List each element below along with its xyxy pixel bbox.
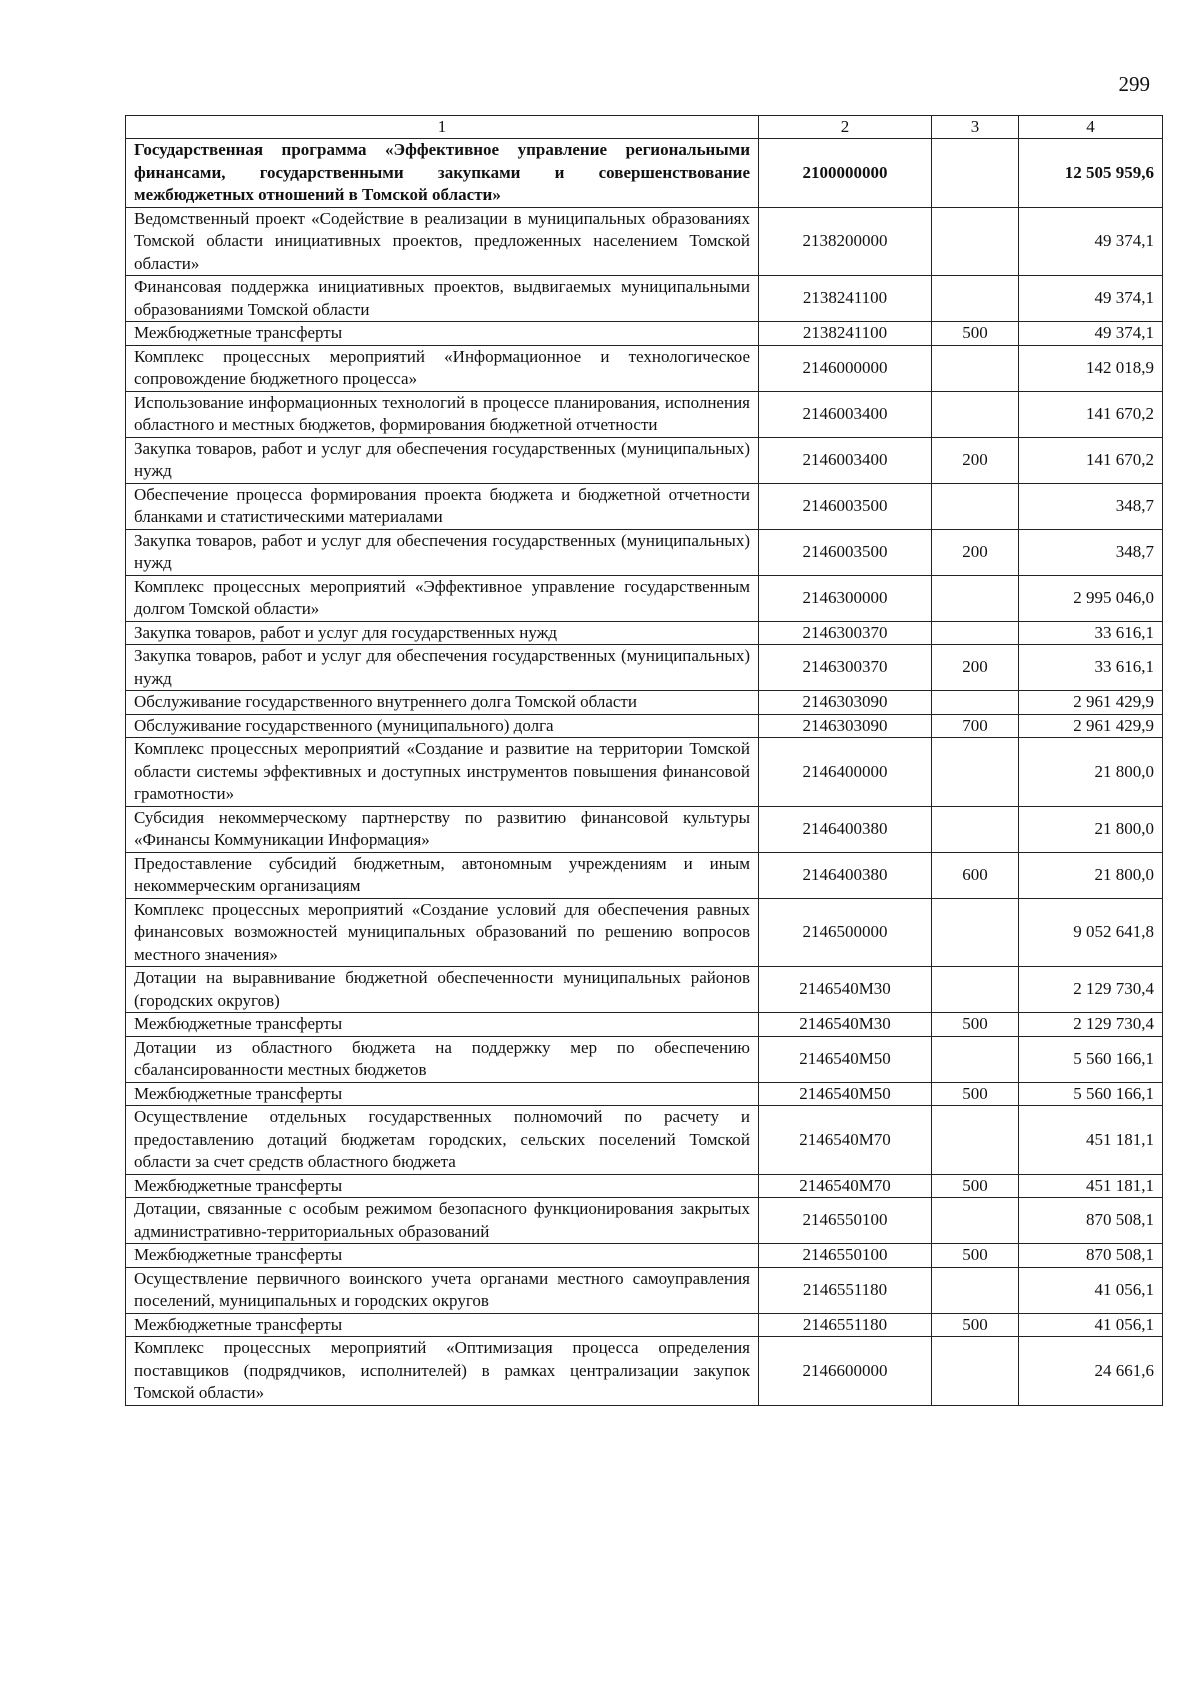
row-code-cell: 2146300000 [759,575,932,621]
row-type-cell: 500 [932,1244,1019,1268]
row-name-cell: Ведомственный проект «Содействие в реализации в муниципальных образованиях Томской области инициативных проектов, предложенных населением Томской области» [126,207,759,276]
table-row [126,714,1163,738]
row-type-cell [932,898,1019,967]
table-row [126,691,1163,715]
row-sum-cell: 24 661,6 [1019,1337,1163,1406]
row-type-cell [932,967,1019,1013]
row-sum-cell: 141 670,2 [1019,437,1163,483]
row-type-cell: 500 [932,1174,1019,1198]
row-type-cell: 500 [932,1013,1019,1037]
row-code-cell: 2146003400 [759,437,932,483]
table-row [126,738,1163,807]
row-type-cell: 200 [932,437,1019,483]
column-header-sum: 4 [1019,116,1163,139]
row-name-cell: Комплекс процессных мероприятий «Оптимизация процесса определения поставщиков (подрядчиков, исполнителей) в рамках централизации закупок Томской области» [126,1337,759,1406]
row-code-cell: 2146400380 [759,806,932,852]
table-row [126,345,1163,391]
row-type-cell: 700 [932,714,1019,738]
row-sum-cell: 41 056,1 [1019,1267,1163,1313]
table-row [126,276,1163,322]
row-code-cell: 2146540М30 [759,967,932,1013]
row-sum-cell: 2 961 429,9 [1019,691,1163,715]
row-type-cell [932,691,1019,715]
table-row [126,1244,1163,1268]
row-type-cell [932,575,1019,621]
row-type-cell [932,738,1019,807]
row-sum-cell: 5 560 166,1 [1019,1082,1163,1106]
row-code-cell: 2138200000 [759,207,932,276]
row-sum-cell: 141 670,2 [1019,391,1163,437]
row-name-cell: Комплекс процессных мероприятий «Создание условий для обеспечения равных финансовых возможностей муниципальных образований по решению вопросов местного значения» [126,898,759,967]
row-code-cell: 2138241100 [759,276,932,322]
row-code-cell: 2146550100 [759,1244,932,1268]
row-name-cell: Межбюджетные трансферты [126,1174,759,1198]
row-sum-cell: 12 505 959,6 [1019,139,1163,208]
row-name-cell: Закупка товаров, работ и услуг для обеспечения государственных (муниципальных) нужд [126,437,759,483]
row-sum-cell: 49 374,1 [1019,276,1163,322]
row-name-cell: Субсидия некоммерческому партнерству по развитию финансовой культуры «Финансы Коммуникации Информация» [126,806,759,852]
row-type-cell: 600 [932,852,1019,898]
row-code-cell: 2146300370 [759,621,932,645]
row-sum-cell: 33 616,1 [1019,621,1163,645]
row-sum-cell: 870 508,1 [1019,1198,1163,1244]
row-name-cell: Государственная программа «Эффективное управление региональными финансами, государственными закупками и совершенствование межбюджетных отношений в Томской области» [126,139,759,208]
row-name-cell: Комплекс процессных мероприятий «Эффективное управление государственным долгом Томской области» [126,575,759,621]
row-name-cell: Обслуживание государственного (муниципального) долга [126,714,759,738]
row-type-cell [932,1337,1019,1406]
row-name-cell: Дотации на выравнивание бюджетной обеспеченности муниципальных районов (городских округов) [126,967,759,1013]
row-name-cell: Осуществление первичного воинского учета органами местного самоуправления поселений, муниципальных и городских округов [126,1267,759,1313]
row-code-cell: 2146003400 [759,391,932,437]
row-name-cell: Межбюджетные трансферты [126,1013,759,1037]
row-name-cell: Межбюджетные трансферты [126,1082,759,1106]
row-name-cell: Предоставление субсидий бюджетным, автономным учреждениям и иным некоммерческим организациям [126,852,759,898]
table-row [126,1174,1163,1198]
row-type-cell [932,483,1019,529]
row-code-cell: 2146551180 [759,1313,932,1337]
table-row [126,1337,1163,1406]
row-sum-cell: 21 800,0 [1019,806,1163,852]
row-code-cell: 2146300370 [759,645,932,691]
table-row [126,621,1163,645]
table-row [126,207,1163,276]
row-code-cell: 2146003500 [759,483,932,529]
row-type-cell [932,391,1019,437]
row-name-cell: Закупка товаров, работ и услуг для государственных нужд [126,621,759,645]
table-row [126,898,1163,967]
table-row [126,437,1163,483]
row-sum-cell: 5 560 166,1 [1019,1036,1163,1082]
table-row [126,1313,1163,1337]
row-sum-cell: 451 181,1 [1019,1106,1163,1175]
row-code-cell: 2146600000 [759,1337,932,1406]
row-name-cell: Обслуживание государственного внутреннего долга Томской области [126,691,759,715]
row-type-cell [932,1106,1019,1175]
column-header-code: 2 [759,116,932,139]
row-sum-cell: 21 800,0 [1019,738,1163,807]
row-sum-cell: 49 374,1 [1019,207,1163,276]
row-sum-cell: 9 052 641,8 [1019,898,1163,967]
row-type-cell: 500 [932,1082,1019,1106]
table-row [126,967,1163,1013]
row-type-cell [932,1267,1019,1313]
row-code-cell: 2146400380 [759,852,932,898]
row-sum-cell: 2 995 046,0 [1019,575,1163,621]
row-name-cell: Обеспечение процесса формирования проекта бюджета и бюджетной отчетности бланками и статистическими материалами [126,483,759,529]
row-code-cell: 2146540М70 [759,1106,932,1175]
table-row [126,645,1163,691]
table-row [126,483,1163,529]
row-sum-cell: 451 181,1 [1019,1174,1163,1198]
table-row [126,1198,1163,1244]
row-code-cell: 2146550100 [759,1198,932,1244]
row-code-cell: 2100000000 [759,139,932,208]
table-row [126,139,1163,208]
row-type-cell: 200 [932,529,1019,575]
row-code-cell: 2146500000 [759,898,932,967]
row-name-cell: Закупка товаров, работ и услуг для обеспечения государственных (муниципальных) нужд [126,645,759,691]
row-sum-cell: 21 800,0 [1019,852,1163,898]
table-row [126,1036,1163,1082]
row-code-cell: 2146540М30 [759,1013,932,1037]
table-row [126,1013,1163,1037]
row-sum-cell: 2 129 730,4 [1019,1013,1163,1037]
row-type-cell [932,345,1019,391]
table-row [126,322,1163,346]
row-name-cell: Осуществление отдельных государственных полномочий по расчету и предоставлению дотаций бюджетам городских, сельских поселений Томской области за счет средств областного бюджета [126,1106,759,1175]
row-type-cell [932,1036,1019,1082]
table-row [126,806,1163,852]
row-type-cell [932,1198,1019,1244]
row-code-cell: 2146540М50 [759,1036,932,1082]
row-name-cell: Комплекс процессных мероприятий «Создание и развитие на территории Томской области системы эффективных и доступных инструментов повышения финансовой грамотности» [126,738,759,807]
row-sum-cell: 348,7 [1019,483,1163,529]
row-code-cell: 2146000000 [759,345,932,391]
row-type-cell [932,276,1019,322]
row-name-cell: Дотации, связанные с особым режимом безопасного функционирования закрытых административно-территориальных образований [126,1198,759,1244]
table-row [126,1106,1163,1175]
row-code-cell: 2146303090 [759,714,932,738]
row-sum-cell: 2 129 730,4 [1019,967,1163,1013]
row-code-cell: 2146400000 [759,738,932,807]
row-name-cell: Межбюджетные трансферты [126,322,759,346]
table-row [126,1082,1163,1106]
row-name-cell: Комплекс процессных мероприятий «Информационное и технологическое сопровождение бюджетного процесса» [126,345,759,391]
row-name-cell: Межбюджетные трансферты [126,1244,759,1268]
budget-table [125,115,1163,1406]
column-header-name: 1 [126,116,759,139]
row-sum-cell: 33 616,1 [1019,645,1163,691]
row-code-cell: 2146540М70 [759,1174,932,1198]
row-type-cell [932,139,1019,208]
row-name-cell: Финансовая поддержка инициативных проектов, выдвигаемых муниципальными образованиями Томской области [126,276,759,322]
table-header-row [126,116,1163,139]
table-row [126,852,1163,898]
row-type-cell [932,207,1019,276]
table-row [126,1267,1163,1313]
row-sum-cell: 41 056,1 [1019,1313,1163,1337]
budget-table-body [126,116,1163,1406]
column-header-type: 3 [932,116,1019,139]
row-code-cell: 2146540М50 [759,1082,932,1106]
row-name-cell: Межбюджетные трансферты [126,1313,759,1337]
row-type-cell: 200 [932,645,1019,691]
row-name-cell: Использование информационных технологий в процессе планирования, исполнения областного и местных бюджетов, формирования бюджетной отчетности [126,391,759,437]
row-code-cell: 2146003500 [759,529,932,575]
row-type-cell [932,806,1019,852]
row-sum-cell: 870 508,1 [1019,1244,1163,1268]
row-sum-cell: 142 018,9 [1019,345,1163,391]
row-sum-cell: 2 961 429,9 [1019,714,1163,738]
row-name-cell: Закупка товаров, работ и услуг для обеспечения государственных (муниципальных) нужд [126,529,759,575]
row-type-cell: 500 [932,1313,1019,1337]
row-type-cell: 500 [932,322,1019,346]
row-type-cell [932,621,1019,645]
row-code-cell: 2146303090 [759,691,932,715]
table-row [126,391,1163,437]
row-sum-cell: 348,7 [1019,529,1163,575]
row-name-cell: Дотации из областного бюджета на поддержку мер по обеспечению сбалансированности местных бюджетов [126,1036,759,1082]
row-code-cell: 2138241100 [759,322,932,346]
table-row [126,529,1163,575]
row-code-cell: 2146551180 [759,1267,932,1313]
page-number: 299 [1118,72,1150,96]
row-sum-cell: 49 374,1 [1019,322,1163,346]
table-row [126,575,1163,621]
